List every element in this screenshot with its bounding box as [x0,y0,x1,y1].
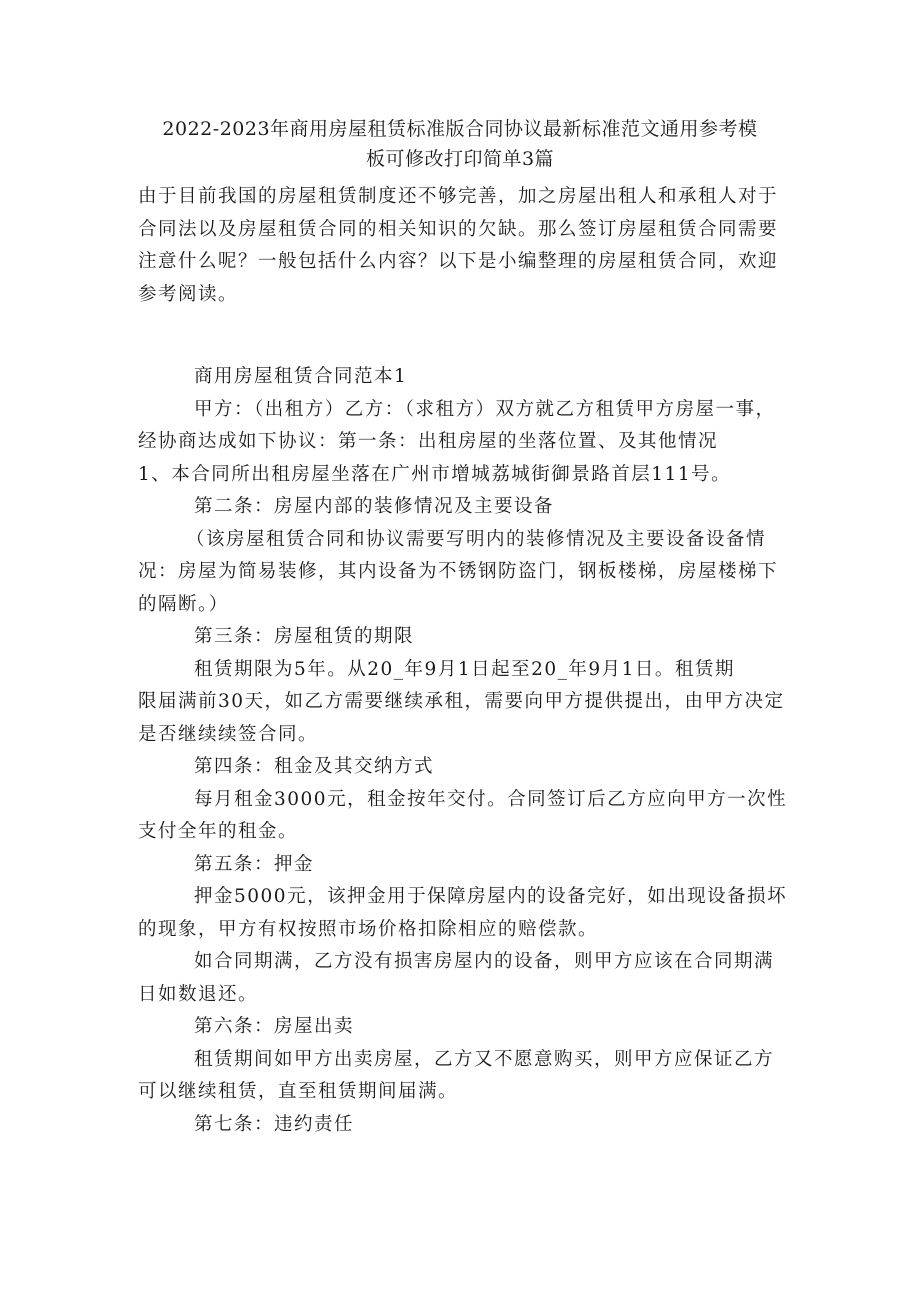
article-4-line: 每月租金3000元，租金按年交付。合同签订后乙方应向甲方一次性 [194,788,788,810]
article-3-line: 租赁期限为5年。从20_年9月1日起至20_年9月1日。租赁期 [194,658,735,680]
article-5-line: 押金5000元，该押金用于保障房屋内的设备完好，如出现设备损坏 [194,886,788,907]
article-5-line: 的现象，甲方有权按照市场价格扣除相应的赔偿款。 [138,918,599,940]
article-2-line: 况：房屋为简易装修，其内设备为不锈钢防盗门，钢板楼梯，房屋楼梯下 [138,561,779,582]
article-3-line: 是否继续续签合同。 [138,723,319,745]
article-3-title: 第三条：房屋租赁的期限 [194,626,415,647]
article-5-title: 第五条：押金 [194,853,315,875]
article-6-line: 可以继续租赁，直至租赁期间届满。 [138,1081,459,1102]
article-4-title: 第四条：租金及其交纳方式 [194,756,435,777]
parties-line: 甲方：（出租方）乙方：（求租方）双方就乙方租赁甲方房屋一事， [194,398,776,420]
article-4-line: 支付全年的租金。 [138,821,299,842]
article-3-line: 限届满前30天，如乙方需要继续承租，需要向甲方提供提出，由甲方决定 [138,691,785,712]
article-2-line: （该房屋租赁合同和协议需要写明内的装修情况及主要设备设备情 [186,528,767,550]
article-7-title: 第七条：违约责任 [194,1113,355,1135]
intro-line: 由于目前我国的房屋租赁制度还不够完善，加之房屋出租人和承租人对于 [138,186,779,207]
document-body [138,181,788,1141]
title-line-2: 板可修改打印简单3篇 [365,148,555,170]
article-5-line: 日如数退还。 [138,983,259,1005]
article-2-title: 第二条：房屋内部的装修情况及主要设备 [194,496,555,517]
parties-line: 1、本合同所出租房屋坐落在广州市增城荔城街御景路首层111号。 [138,463,732,485]
intro-line: 合同法以及房屋租赁合同的相关知识的欠缺。那么签订房屋租赁合同需要 [138,218,779,240]
document-title [120,114,800,174]
article-5-line: 如合同期满，乙方没有损害房屋内的设备，则甲方应该在合同期满 [194,951,775,972]
parties-line: 经协商达成如下协议：第一条：出租房屋的坐落位置、及其他情况 [138,431,719,452]
section-heading: 商用房屋租赁合同范本1 [194,366,408,387]
article-6-line: 租赁期间如甲方出卖房屋，乙方又不愿意购买，则甲方应保证乙方 [194,1048,775,1070]
article-6-title: 第六条：房屋出卖 [194,1016,355,1037]
article-2-line: 的隔断。） [138,593,229,615]
intro-line: 参考阅读。 [138,283,239,305]
intro-line: 注意什么呢？一般包括什么内容？以下是小编整理的房屋租赁合同，欢迎 [138,251,779,272]
title-line-1: 2022-2023年商用房屋租赁标准版合同协议最新标准范文通用参考模 [162,118,758,140]
